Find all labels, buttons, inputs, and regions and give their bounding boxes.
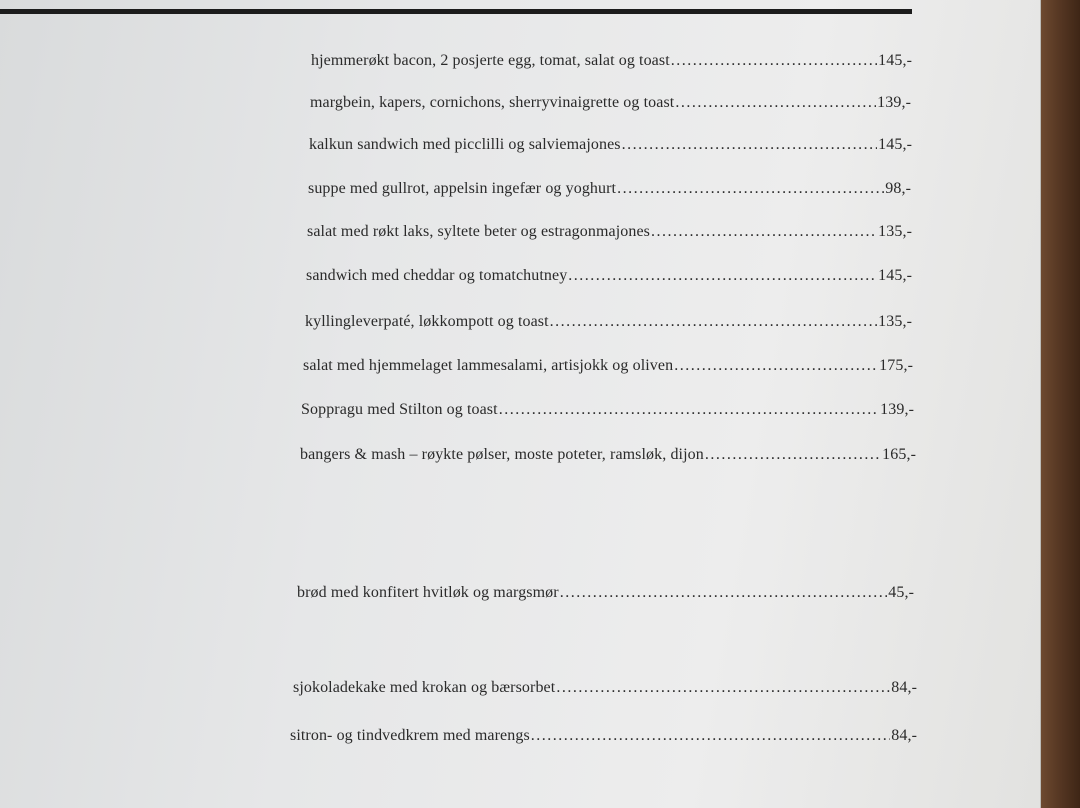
dot-leader [705, 446, 881, 464]
dot-leader [651, 223, 877, 241]
menu-item-name: salat med røkt laks, syltete beter og estragonmajones [307, 223, 650, 240]
menu-item-name: suppe med gullrot, appelsin ingefær og yoghurt [308, 180, 617, 197]
dot-leader [675, 94, 876, 112]
menu-item [301, 401, 914, 419]
menu-item [308, 180, 911, 198]
menu-item-price: 139,- [880, 401, 914, 418]
menu-item-price: 145,- [878, 52, 912, 69]
menu-item-price: 135,- [878, 313, 912, 330]
menu-item [290, 727, 917, 745]
menu-item-price: 98,- [885, 180, 911, 197]
dot-leader [550, 313, 878, 331]
menu-item [310, 94, 911, 112]
menu-item-price: 139,- [877, 94, 911, 111]
dot-leader [674, 357, 878, 375]
menu-item-price: 84,- [891, 679, 917, 696]
dot-leader [556, 679, 890, 697]
menu-item-name: margbein, kapers, cornichons, sherryvinaigrette og toast [310, 94, 675, 111]
menu-item-name: Soppragu med Stilton og toast [301, 401, 498, 418]
menu-item [300, 446, 916, 464]
menu-item [303, 357, 913, 375]
menu-item-price: 165,- [882, 446, 916, 463]
menu-item-price: 175,- [879, 357, 913, 374]
menu-item [297, 584, 914, 602]
menu-item-name: bangers & mash – røykte pølser, moste poteter, ramsløk, dijon [300, 446, 704, 463]
menu-item-name: kyllingleverpaté, løkkompott og toast [305, 313, 549, 330]
menu-item [311, 52, 912, 70]
menu-item-price: 145,- [878, 136, 912, 153]
menu-item-name: sitron- og tindvedkrem med marengs [290, 727, 530, 744]
menu-item [307, 223, 912, 241]
dot-leader [671, 52, 877, 70]
menu-item-price: 45,- [888, 584, 914, 601]
dot-leader [622, 136, 878, 154]
dot-leader [499, 401, 879, 419]
menu-item-price: 145,- [878, 267, 912, 284]
dot-leader [568, 267, 877, 285]
menu-item [306, 267, 912, 285]
menu-item [293, 679, 917, 697]
menu-item-price: 135,- [878, 223, 912, 240]
menu-item-name: salat med hjemmelaget lammesalami, artisjokk og oliven [303, 357, 674, 374]
dot-leader [560, 584, 888, 602]
dot-leader [617, 180, 884, 198]
menu-item-price: 84,- [891, 727, 917, 744]
menu-item-name: brød med konfitert hvitløk og margsmør [297, 584, 559, 601]
menu-item-name: hjemmerøkt bacon, 2 posjerte egg, tomat, salat og toast [311, 52, 670, 69]
dot-leader [531, 727, 890, 745]
menu-item-name: sandwich med cheddar og tomatchutney [306, 267, 568, 284]
menu-item-name: sjokoladekake med krokan og bærsorbet [293, 679, 556, 696]
menu-item [305, 313, 912, 331]
menu-item-name: kalkun sandwich med picclilli og salviemajones [309, 136, 621, 153]
menu-item [309, 136, 912, 154]
